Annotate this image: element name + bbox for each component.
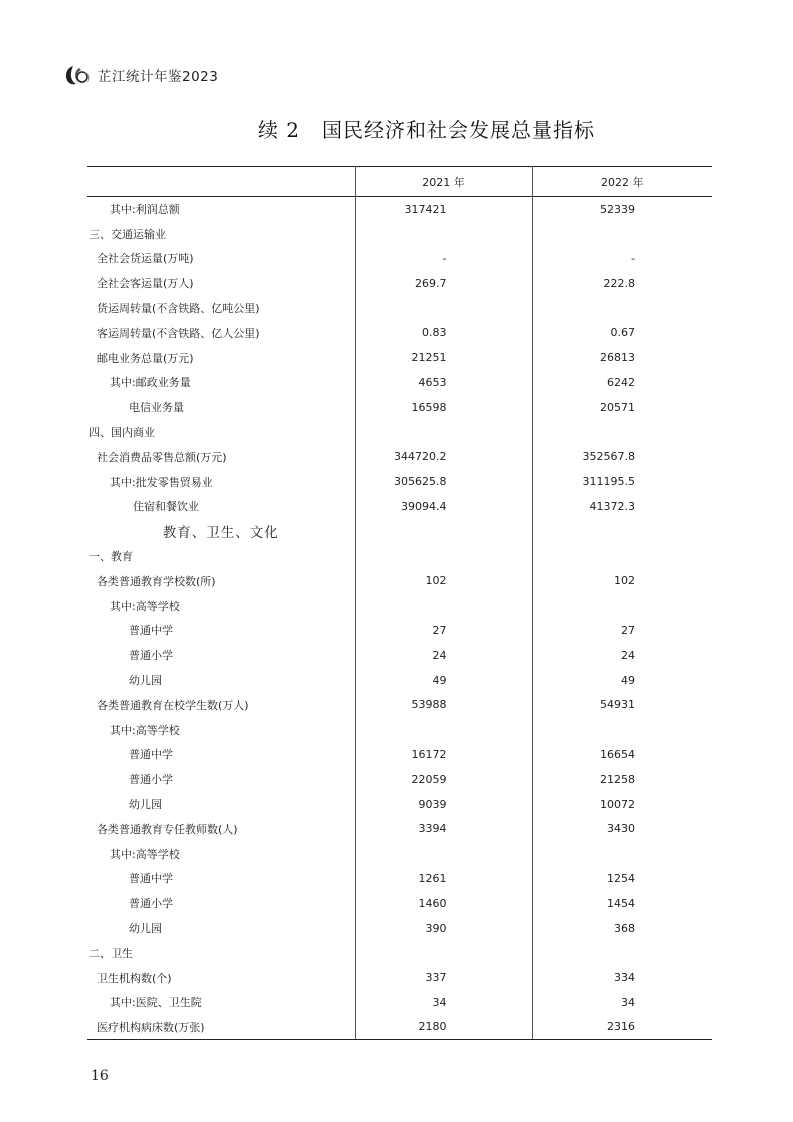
- value-2021: 390: [355, 916, 532, 941]
- row-label: 客运周转量(不含铁路、亿人公里): [87, 320, 355, 345]
- header-2021: 2021 年: [355, 167, 532, 197]
- table-row: [87, 370, 712, 395]
- row-label: 四、国内商业: [87, 420, 355, 445]
- page-header: [64, 63, 218, 87]
- value-2022: 368: [614, 921, 635, 935]
- section-heading: 教育、卫生、文化: [87, 519, 355, 544]
- row-label: 电信业务量: [87, 395, 355, 420]
- row-label: 二、卫生: [87, 940, 355, 965]
- table-row: [87, 469, 712, 494]
- value-2022: [532, 221, 712, 246]
- value-2022: 2316: [532, 1015, 712, 1040]
- row-label: 其中:批发零售贸易业: [87, 469, 355, 494]
- row-label: 各类普通教育学校数(所): [87, 568, 355, 593]
- value-2021: [355, 420, 532, 445]
- value-2021: 102: [355, 568, 532, 593]
- value-2022: 222.8: [603, 276, 635, 290]
- table-row: [87, 494, 712, 519]
- value-2022: 34: [621, 995, 635, 1009]
- table-row: [87, 221, 712, 246]
- value-2021: 24: [355, 643, 532, 668]
- row-label: 其中:医院、卫生院: [87, 990, 355, 1015]
- value-2022: 26813: [600, 351, 635, 365]
- table-header-row: [87, 167, 712, 197]
- value-2022: [532, 940, 712, 965]
- value-2022: [532, 519, 712, 544]
- value-2021: [355, 221, 532, 246]
- value-2022: 21258: [600, 772, 635, 786]
- value-2021: 337: [355, 965, 532, 990]
- value-2021: -: [355, 246, 532, 271]
- value-2021: 27: [355, 618, 532, 643]
- value-2022: [532, 296, 712, 321]
- table-row: [87, 568, 712, 593]
- value-2022: 0.67: [610, 326, 635, 340]
- value-2021: 4653: [355, 370, 532, 395]
- value-2021: 16172: [355, 742, 532, 767]
- value-2021: 22059: [355, 767, 532, 792]
- value-2021: [355, 940, 532, 965]
- value-2021: [355, 544, 532, 569]
- value-2021: 16598: [355, 395, 532, 420]
- yearbook-logo-icon: [64, 64, 92, 86]
- value-2022: 352567.8: [582, 450, 635, 464]
- table-body: [87, 197, 712, 1040]
- value-2022: 49: [621, 673, 635, 687]
- value-2022: 52339: [600, 202, 635, 216]
- value-2022: [532, 593, 712, 618]
- value-2021: 1261: [355, 866, 532, 891]
- table-row: [87, 444, 712, 469]
- value-2022: -: [631, 251, 635, 265]
- value-2022: 10072: [600, 797, 635, 811]
- row-label: 一、教育: [87, 544, 355, 569]
- row-label: 幼儿园: [87, 668, 355, 693]
- section-heading-row: [87, 519, 712, 544]
- table-row: [87, 320, 712, 345]
- value-2021: 344720.2: [355, 444, 532, 469]
- row-label: 其中:高等学校: [87, 717, 355, 742]
- row-label: 其中:高等学校: [87, 841, 355, 866]
- row-label: 幼儿园: [87, 792, 355, 817]
- table-row: [87, 841, 712, 866]
- row-label: 幼儿园: [87, 916, 355, 941]
- table-row: [87, 643, 712, 668]
- table-row: [87, 544, 712, 569]
- row-label: 普通中学: [87, 742, 355, 767]
- header-indicator: [87, 167, 355, 197]
- table-row: [87, 940, 712, 965]
- table-row: [87, 816, 712, 841]
- table-row: [87, 792, 712, 817]
- value-2021: [355, 841, 532, 866]
- value-2022: 27: [621, 623, 635, 637]
- table-row: [87, 916, 712, 941]
- row-label: 住宿和餐饮业: [87, 494, 355, 519]
- value-2022: [532, 717, 712, 742]
- row-label: 货运周转量(不含铁路、亿吨公里): [87, 296, 355, 321]
- indicators-table: [87, 166, 712, 1040]
- value-2022: 311195.5: [582, 475, 635, 489]
- table-row: [87, 395, 712, 420]
- value-2022: [532, 841, 712, 866]
- row-label: 普通中学: [87, 866, 355, 891]
- row-label: 社会消费品零售总额(万元): [87, 444, 355, 469]
- table-row: [87, 296, 712, 321]
- header-2022: 2022 年: [532, 167, 712, 197]
- table-row: [87, 891, 712, 916]
- row-label: 医疗机构病床数(万张): [87, 1015, 355, 1040]
- page-title-number: 续 2: [257, 118, 301, 142]
- value-2022: 334: [614, 971, 635, 985]
- value-2021: [355, 296, 532, 321]
- table-row: [87, 593, 712, 618]
- table-row: [87, 345, 712, 370]
- value-2022: 20571: [600, 400, 635, 414]
- value-2021: 3394: [355, 816, 532, 841]
- row-label: 其中:利润总额: [87, 197, 355, 222]
- value-2022: 16654: [600, 747, 635, 761]
- row-label: 普通小学: [87, 891, 355, 916]
- row-label: 全社会货运量(万吨): [87, 246, 355, 271]
- value-2022: 1454: [607, 896, 635, 910]
- value-2021: 34: [355, 990, 532, 1015]
- page-title-text: 国民经济和社会发展总量指标: [322, 118, 596, 142]
- value-2022: [532, 420, 712, 445]
- value-2022: 41372.3: [589, 499, 635, 513]
- row-label: 普通中学: [87, 618, 355, 643]
- row-label: 三、交通运输业: [87, 221, 355, 246]
- page-number: 16: [91, 1068, 109, 1084]
- table-row: [87, 420, 712, 445]
- row-label: 卫生机构数(个): [87, 965, 355, 990]
- table-row: [87, 668, 712, 693]
- yearbook-title: 芷江统计年鉴2023: [98, 69, 219, 85]
- row-label: 普通小学: [87, 643, 355, 668]
- value-2021: 2180: [355, 1015, 532, 1040]
- table-row: [87, 742, 712, 767]
- table-row: [87, 246, 712, 271]
- table-row: [87, 271, 712, 296]
- table-row: [87, 717, 712, 742]
- value-2022: 24: [621, 648, 635, 662]
- table-row: [87, 866, 712, 891]
- value-2021: 1460: [355, 891, 532, 916]
- value-2021: 9039: [355, 792, 532, 817]
- value-2021: 317421: [355, 197, 532, 222]
- value-2021: [355, 717, 532, 742]
- table-row: [87, 692, 712, 717]
- row-label: 其中:高等学校: [87, 593, 355, 618]
- value-2022: 6242: [607, 375, 635, 389]
- table-row: [87, 767, 712, 792]
- page-title: [0, 114, 793, 143]
- table-row: [87, 197, 712, 222]
- value-2022: 102: [614, 574, 635, 588]
- value-2021: 53988: [355, 692, 532, 717]
- table-row: [87, 990, 712, 1015]
- row-label: 全社会客运量(万人): [87, 271, 355, 296]
- value-2022: 3430: [607, 822, 635, 836]
- row-label: 邮电业务总量(万元): [87, 345, 355, 370]
- table-row: [87, 965, 712, 990]
- value-2022: 1254: [607, 871, 635, 885]
- value-2021: 0.83: [355, 320, 532, 345]
- table-row: [87, 1015, 712, 1040]
- row-label: 普通小学: [87, 767, 355, 792]
- value-2021: [355, 593, 532, 618]
- value-2021: 39094.4: [355, 494, 532, 519]
- value-2021: [355, 519, 532, 544]
- row-label: 各类普通教育专任教师数(人): [87, 816, 355, 841]
- value-2021: 49: [355, 668, 532, 693]
- value-2021: 21251: [355, 345, 532, 370]
- value-2021: 305625.8: [355, 469, 532, 494]
- value-2021: 269.7: [355, 271, 532, 296]
- row-label: 其中:邮政业务量: [87, 370, 355, 395]
- value-2022: [532, 544, 712, 569]
- table-row: [87, 618, 712, 643]
- row-label: 各类普通教育在校学生数(万人): [87, 692, 355, 717]
- value-2022: 54931: [600, 698, 635, 712]
